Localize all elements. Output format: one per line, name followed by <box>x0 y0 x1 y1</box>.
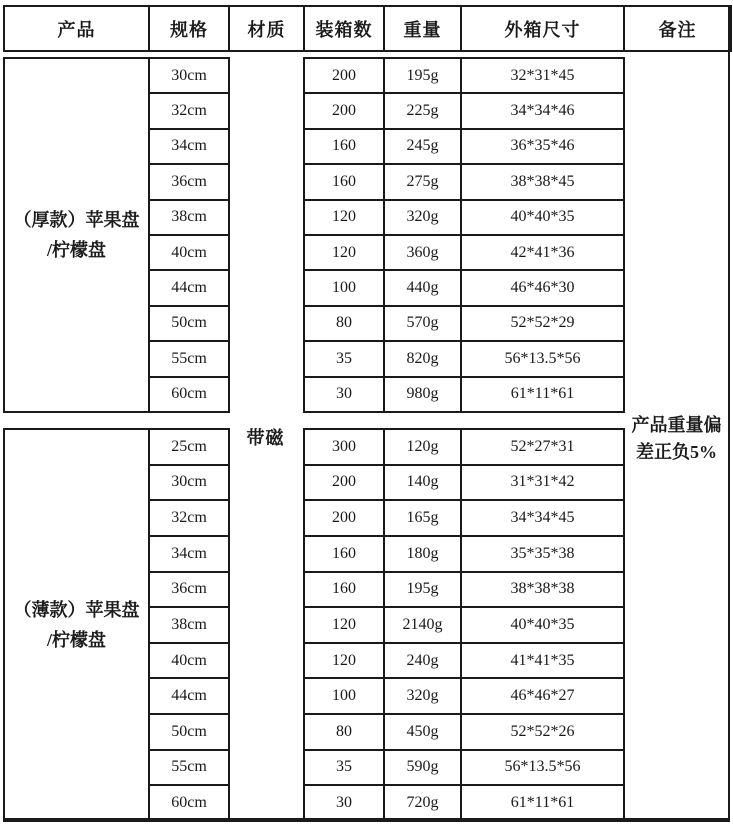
qty-cell: 200 <box>304 58 384 93</box>
header-material: 材质 <box>229 6 304 51</box>
weight-cell: 225g <box>384 93 461 128</box>
qty-cell: 160 <box>304 536 384 572</box>
size-cell: 34*34*46 <box>461 93 624 128</box>
spec-cell: 44cm <box>149 270 229 305</box>
weight-cell: 720g <box>384 785 461 821</box>
material-value: 带磁 <box>246 428 285 448</box>
spec-cell: 44cm <box>149 678 229 714</box>
qty-cell: 160 <box>304 164 384 199</box>
spec-cell: 40cm <box>149 643 229 679</box>
qty-cell: 120 <box>304 607 384 643</box>
size-cell: 56*13.5*56 <box>461 750 624 786</box>
size-cell: 36*35*46 <box>461 129 624 164</box>
weight-cell: 180g <box>384 536 461 572</box>
remark-line1: 产品重量偏 <box>631 415 722 435</box>
size-cell: 35*35*38 <box>461 536 624 572</box>
weight-cell: 820g <box>384 341 461 376</box>
size-cell: 31*31*42 <box>461 465 624 501</box>
size-cell: 52*52*29 <box>461 306 624 341</box>
remark-column-space <box>624 58 731 412</box>
size-cell: 46*46*30 <box>461 270 624 305</box>
product-name-line1: （薄款）苹果盘 <box>13 600 140 620</box>
size-cell: 40*40*35 <box>461 607 624 643</box>
product-name-line2: /柠檬盘 <box>46 630 106 650</box>
spec-cell: 34cm <box>149 129 229 164</box>
section-table-thin <box>3 428 731 822</box>
size-cell: 34*34*45 <box>461 500 624 536</box>
spec-cell: 25cm <box>149 429 229 465</box>
spec-cell: 50cm <box>149 306 229 341</box>
header-spec: 规格 <box>149 6 229 51</box>
weight-cell: 450g <box>384 714 461 750</box>
qty-cell: 200 <box>304 465 384 501</box>
table-row <box>4 429 731 465</box>
weight-cell: 165g <box>384 500 461 536</box>
spec-cell: 32cm <box>149 93 229 128</box>
size-cell: 38*38*45 <box>461 164 624 199</box>
qty-cell: 200 <box>304 500 384 536</box>
size-cell: 38*38*38 <box>461 572 624 608</box>
qty-cell: 120 <box>304 235 384 270</box>
spec-cell: 32cm <box>149 500 229 536</box>
spec-cell: 60cm <box>149 785 229 821</box>
remark-column-space <box>624 429 731 821</box>
header-remark: 备注 <box>624 6 731 51</box>
qty-cell: 300 <box>304 429 384 465</box>
qty-cell: 200 <box>304 93 384 128</box>
size-cell: 56*13.5*56 <box>461 341 624 376</box>
spec-cell: 30cm <box>149 58 229 93</box>
size-cell: 32*31*45 <box>461 58 624 93</box>
qty-cell: 30 <box>304 377 384 412</box>
weight-cell: 590g <box>384 750 461 786</box>
qty-cell: 100 <box>304 270 384 305</box>
weight-cell: 195g <box>384 572 461 608</box>
weight-cell: 120g <box>384 429 461 465</box>
weight-cell: 2140g <box>384 607 461 643</box>
header-row <box>3 5 732 52</box>
size-cell: 52*52*26 <box>461 714 624 750</box>
spec-cell: 38cm <box>149 200 229 235</box>
spec-cell: 36cm <box>149 572 229 608</box>
spec-cell: 34cm <box>149 536 229 572</box>
qty-cell: 35 <box>304 341 384 376</box>
size-cell: 46*46*27 <box>461 678 624 714</box>
spec-cell: 38cm <box>149 607 229 643</box>
size-cell: 40*40*35 <box>461 200 624 235</box>
remark-line2: 差正负5% <box>636 442 717 462</box>
qty-cell: 160 <box>304 572 384 608</box>
size-cell: 41*41*35 <box>461 643 624 679</box>
weight-cell: 360g <box>384 235 461 270</box>
size-cell: 52*27*31 <box>461 429 624 465</box>
spec-cell: 30cm <box>149 465 229 501</box>
header-box-size: 外箱尺寸 <box>461 6 624 51</box>
weight-cell: 570g <box>384 306 461 341</box>
material-column-space <box>229 58 304 412</box>
spec-cell: 40cm <box>149 235 229 270</box>
header-qty: 装箱数 <box>304 6 384 51</box>
weight-cell: 320g <box>384 200 461 235</box>
spec-cell: 50cm <box>149 714 229 750</box>
spec-cell: 55cm <box>149 341 229 376</box>
table-row <box>4 58 731 93</box>
qty-cell: 80 <box>304 714 384 750</box>
size-cell: 42*41*36 <box>461 235 624 270</box>
size-cell: 61*11*61 <box>461 785 624 821</box>
material-column-space <box>229 429 304 821</box>
weight-cell: 440g <box>384 270 461 305</box>
weight-cell: 320g <box>384 678 461 714</box>
section-table-thick <box>3 57 731 413</box>
weight-cell: 140g <box>384 465 461 501</box>
weight-cell: 980g <box>384 377 461 412</box>
spec-cell: 60cm <box>149 377 229 412</box>
product-name-line1: （厚款）苹果盘 <box>13 210 140 230</box>
weight-cell: 275g <box>384 164 461 199</box>
qty-cell: 35 <box>304 750 384 786</box>
spec-cell: 55cm <box>149 750 229 786</box>
size-cell: 61*11*61 <box>461 377 624 412</box>
qty-cell: 120 <box>304 200 384 235</box>
header-product: 产品 <box>4 6 149 51</box>
product-name-line2: /柠檬盘 <box>46 240 106 260</box>
qty-cell: 80 <box>304 306 384 341</box>
header-tr <box>4 6 731 51</box>
table-right-border <box>728 5 730 822</box>
product-cell-thick <box>4 58 149 412</box>
table-bottom-border <box>3 818 730 822</box>
weight-cell: 240g <box>384 643 461 679</box>
weight-cell: 195g <box>384 58 461 93</box>
weight-cell: 245g <box>384 129 461 164</box>
remark-note <box>624 412 729 466</box>
header-weight: 重量 <box>384 6 461 51</box>
product-cell-thin <box>4 429 149 821</box>
spec-cell: 36cm <box>149 164 229 199</box>
qty-cell: 30 <box>304 785 384 821</box>
qty-cell: 100 <box>304 678 384 714</box>
qty-cell: 120 <box>304 643 384 679</box>
qty-cell: 160 <box>304 129 384 164</box>
